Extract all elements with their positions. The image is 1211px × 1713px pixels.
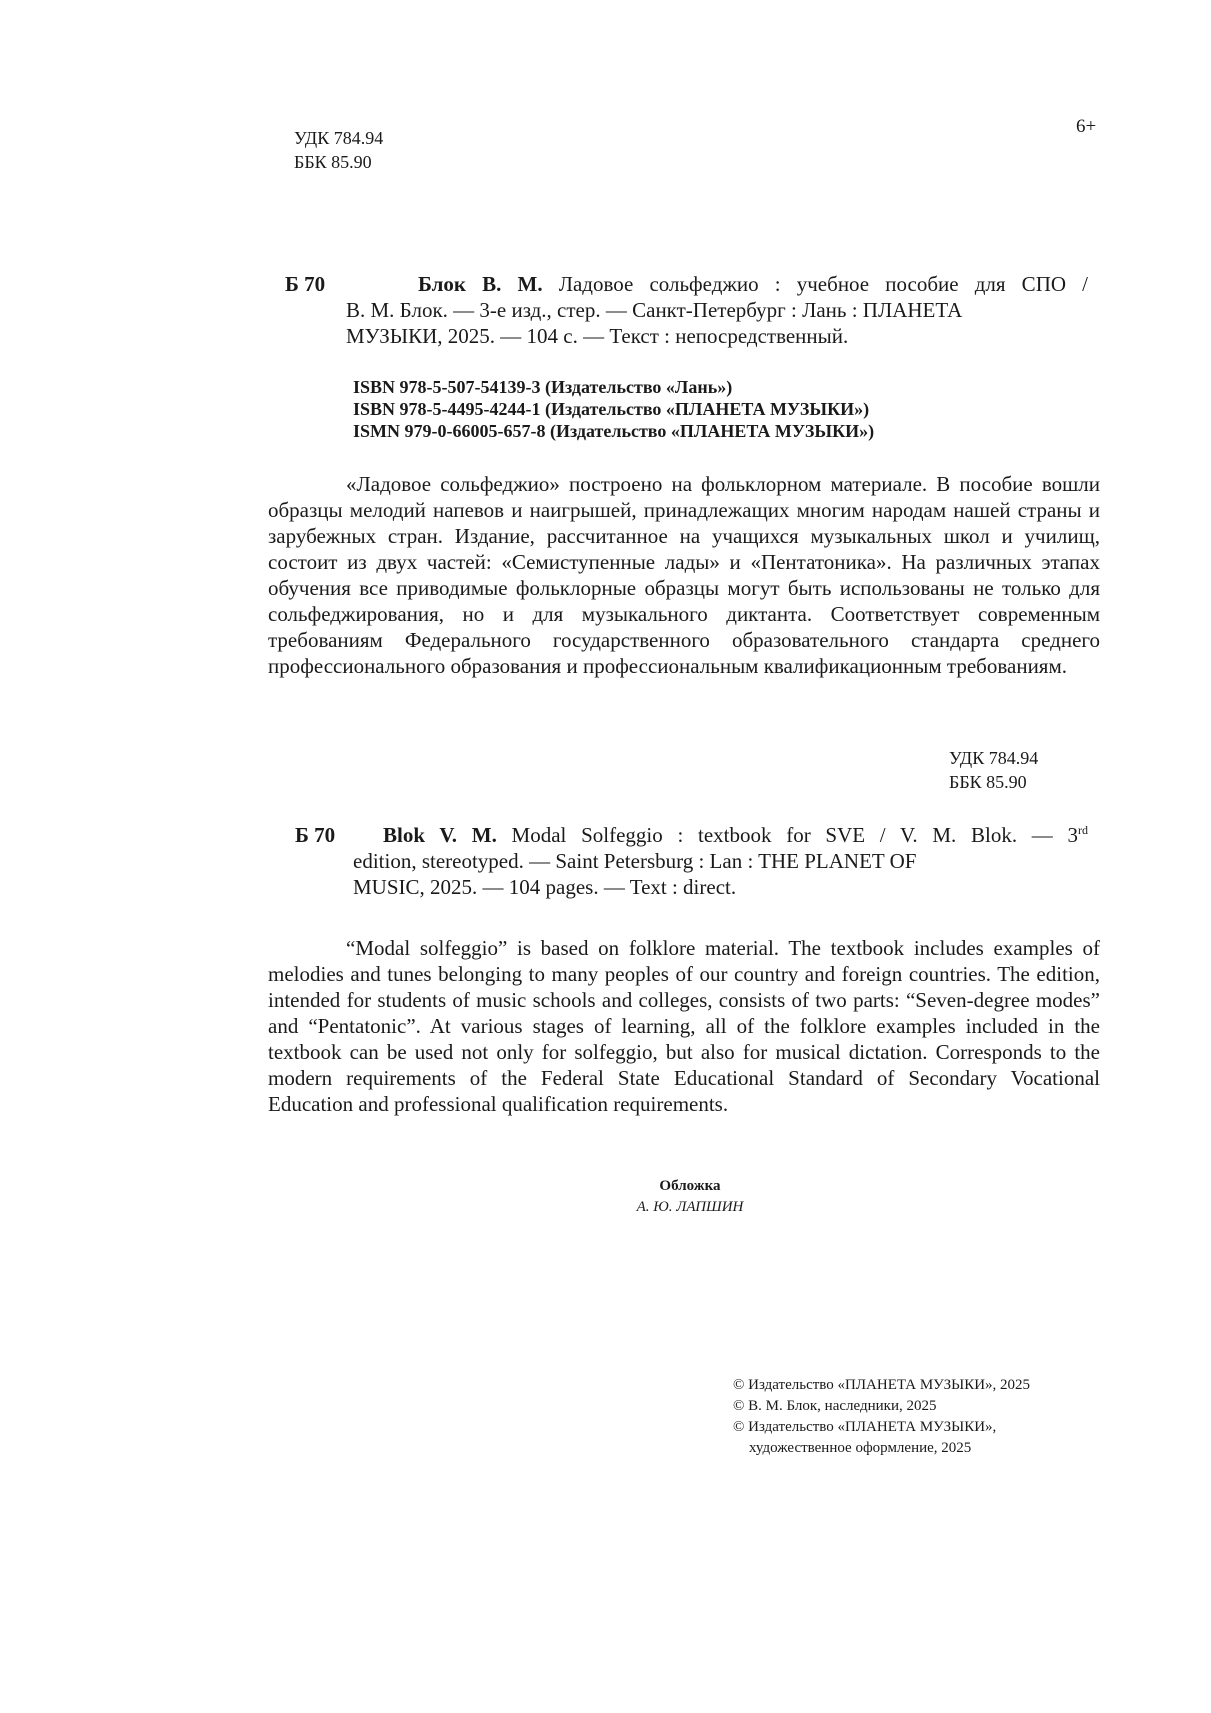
ismn-planeta: ISMN 979-0-66005-657-8 (Издательство «ПЛАНЕТА МУЗЫКИ») (353, 421, 875, 441)
ru-annotation-text: «Ладовое сольфеджио» построено на фольклорном материале. В пособие вошли образцы мелодий напевов и наигрышей, принадлежащих многим народам нашей страны и зарубежных стран. Издание, рассчитанное на учащихся музыкальных школ и училищ, состоит из двух частей: «Семиступенные лады» и «Пентатоника». На различных этапах обучения все приводимые фольклорные образцы могут быть использованы не только для сольфеджирования, но и для музыкального диктанта. Соответствует современным требованиям Федерального государственного образовательного стандарта среднего профессионального образования и профессиональным квалификационным требованиям. (268, 472, 1100, 678)
ru-record-line-1 (346, 271, 1088, 297)
copyright-block (733, 1375, 1030, 1459)
copyright-line: © Издательство «ПЛАНЕТА МУЗЫКИ», (733, 1419, 997, 1435)
age-rating: 6+ (1076, 116, 1097, 137)
edition-superscript: rd (1078, 823, 1088, 837)
en-record-line-2: edition, stereotyped. — Saint Petersburg : Lan : THE PLANET OF (353, 849, 917, 873)
en-annotation (268, 935, 1100, 1117)
en-bibliographic-record (353, 822, 1088, 900)
en-author-mark: Б 70 (295, 823, 336, 847)
isbn-lan: ISBN 978-5-507-54139-3 (Издательство «Лань») (353, 377, 733, 397)
cover-credit (560, 1176, 820, 1218)
en-annotation-text: “Modal solfeggio” is based on folklore material. The textbook includes examples of melodies and tunes belonging to many peoples of our country and foreign countries. The edition, intended for students of music schools and colleges, consists of two parts: “Seven-degree modes” and “Pentatonic”. At various stages of learning, all of the folklore examples included in the textbook can be used not only for solfeggio, but also for musical dictation. Corresponds to the modern requirements of the Federal State Educational Standard of Secondary Vocational Education and professional qualification requirements. (268, 936, 1100, 1116)
en-record-line-1 (353, 822, 1088, 848)
copyright-line: © Издательство «ПЛАНЕТА МУЗЫКИ», 2025 (733, 1377, 1031, 1393)
udk-bbk-top (294, 126, 383, 174)
ru-record-line-3: МУЗЫКИ, 2025. — 104 с. — Текст : непосредственный. (346, 324, 849, 348)
ru-title: Ладовое сольфеджио : учебное пособие для СПО / (542, 272, 1088, 296)
udk-code-mid: УДК 784.94 (949, 748, 1039, 768)
ru-annotation (268, 471, 1100, 679)
cover-label: Обложка (659, 1178, 721, 1194)
cover-artist: А. Ю. ЛАПШИН (636, 1199, 744, 1215)
en-record-line-3: MUSIC, 2025. — 104 pages. — Text : direct. (353, 875, 737, 899)
copyright-line: художественное оформление, 2025 (749, 1440, 972, 1456)
udk-code: УДК 784.94 (294, 128, 384, 148)
en-author: Blok V. M. (383, 823, 497, 847)
en-title: Modal Solfeggio : textbook for SVE / V. M. Blok. — 3 (496, 823, 1078, 847)
copyright-line: © В. М. Блок, наследники, 2025 (733, 1398, 937, 1414)
ru-author-mark: Б 70 (285, 272, 326, 296)
isbn-planeta: ISBN 978-5-4495-4244-1 (Издательство «ПЛАНЕТА МУЗЫКИ») (353, 399, 870, 419)
udk-bbk-mid (949, 746, 1038, 794)
isbn-block (353, 376, 874, 442)
ru-bibliographic-record (346, 271, 1088, 349)
bbk-code: ББК 85.90 (294, 152, 372, 172)
ru-record-line-2: В. М. Блок. — 3-е изд., стер. — Санкт-Петербург : Лань : ПЛАНЕТА (346, 298, 963, 322)
bbk-code-mid: ББК 85.90 (949, 772, 1027, 792)
ru-author: Блок В. М. (418, 272, 543, 296)
